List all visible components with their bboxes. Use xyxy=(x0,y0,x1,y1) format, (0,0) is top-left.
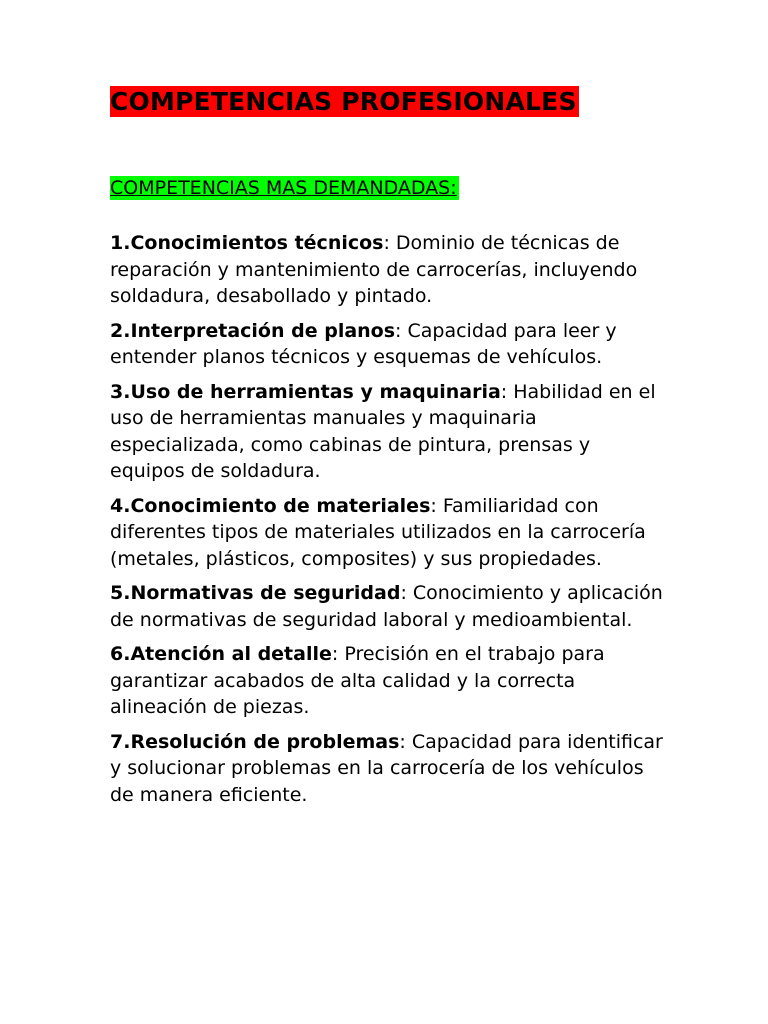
item-number: 6. xyxy=(110,643,131,665)
item-number: 4. xyxy=(110,494,131,517)
item-description: : Conocimiento y aplicación de normativas de seguridad laboral y medioambiental. xyxy=(110,582,663,631)
competency-list xyxy=(110,230,670,808)
list-item xyxy=(110,493,670,573)
item-number: 5. xyxy=(110,582,131,604)
item-description: : Precisión en el trabajo para garantizar acabados de alta calidad y la correcta alineación de piezas. xyxy=(110,643,605,718)
item-number: 2. xyxy=(110,319,131,342)
item-description: : Capacidad para identificar y solucionar problemas en la carrocería de los vehículos de manera eficiente. xyxy=(110,730,663,806)
document-page xyxy=(110,86,670,816)
item-term: Conocimientos técnicos xyxy=(130,232,384,254)
list-item xyxy=(110,729,670,809)
item-description: : Capacidad para leer y entender planos técnicos y esquemas de vehículos. xyxy=(110,319,617,368)
item-number: 1. xyxy=(110,232,131,254)
item-description: : Habilidad en el uso de herramientas manuales y maquinaria especializada, como cabinas de pintura, prensas y equipos de soldadura. xyxy=(110,380,656,482)
item-number: 3. xyxy=(110,380,131,403)
item-term: Conocimiento de materiales xyxy=(130,494,431,517)
item-description: : Dominio de técnicas de reparación y mantenimiento de carrocerías, incluyendo soldadura, desabollado y pintado. xyxy=(110,232,638,307)
list-item xyxy=(110,641,670,721)
item-term: Atención al detalle xyxy=(130,643,332,665)
item-description: : Familiaridad con diferentes tipos de materiales utilizados en la carrocería (metales, plásticos, composites) y sus propiedades. xyxy=(110,494,646,570)
item-term: Interpretación de planos xyxy=(130,319,396,342)
title-wrap xyxy=(110,86,670,117)
list-item xyxy=(110,318,670,371)
item-term: Uso de herramientas y maquinaria xyxy=(130,380,501,403)
list-item xyxy=(110,580,670,633)
item-number: 7. xyxy=(110,730,131,753)
subtitle-wrap xyxy=(110,176,670,200)
item-term: Resolución de problemas xyxy=(130,730,400,753)
section-heading: COMPETENCIAS MAS DEMANDADAS: xyxy=(110,177,457,199)
list-item xyxy=(110,230,670,310)
item-term: Normativas de seguridad xyxy=(130,582,401,604)
page-title: COMPETENCIAS PROFESIONALES xyxy=(110,87,577,116)
list-item xyxy=(110,379,670,485)
